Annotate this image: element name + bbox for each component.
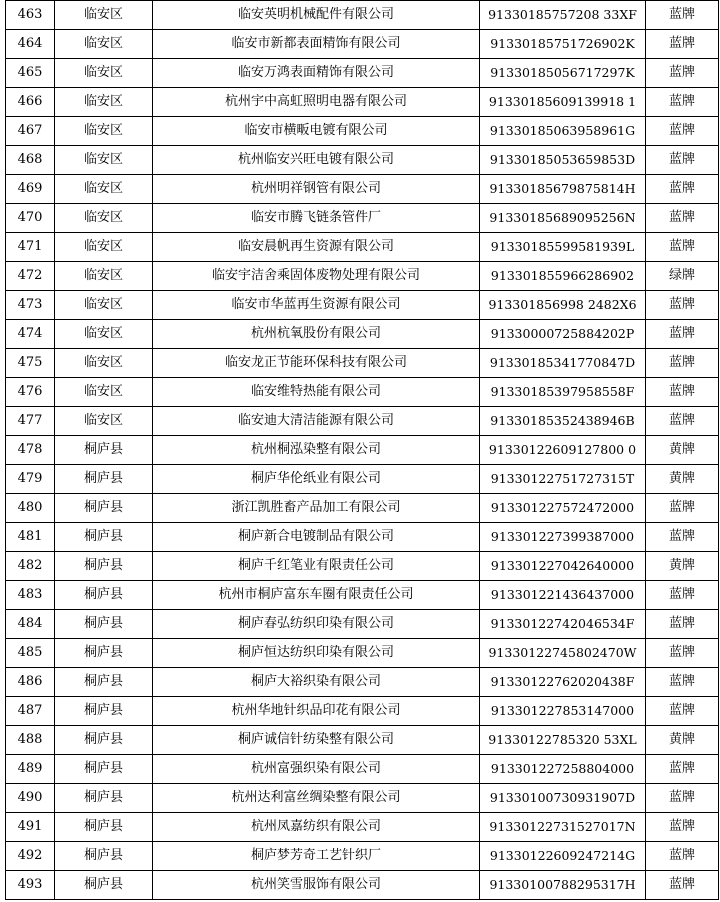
district-cell: 桐庐县 (55, 697, 153, 726)
row-number: 474 (6, 320, 55, 349)
company-cell: 临安龙正节能环保科技有限公司 (153, 349, 480, 378)
plate-cell: 蓝牌 (646, 523, 719, 552)
credit-code-cell: 913301227572472000 (480, 494, 646, 523)
company-cell: 桐庐春弘纺织印染有限公司 (153, 610, 480, 639)
table-row (6, 465, 719, 494)
credit-code-cell: 91330185599581939L (480, 233, 646, 262)
company-cell: 临安宇洁舍乘固体废物处理有限公司 (153, 262, 480, 291)
row-number: 470 (6, 204, 55, 233)
table-row (6, 813, 719, 842)
plate-cell: 黄牌 (646, 726, 719, 755)
company-cell: 杭州桐泓染整有限公司 (153, 436, 480, 465)
credit-code-cell: 91330185352438946B (480, 407, 646, 436)
table-row (6, 204, 719, 233)
table-body (6, 1, 719, 900)
table-row (6, 117, 719, 146)
company-cell: 桐庐诚信针纺染整有限公司 (153, 726, 480, 755)
row-number: 485 (6, 639, 55, 668)
district-cell: 临安区 (55, 407, 153, 436)
row-number: 488 (6, 726, 55, 755)
credit-code-cell: 91330122609247214G (480, 842, 646, 871)
company-cell: 桐庐华伦纸业有限公司 (153, 465, 480, 494)
credit-code-cell: 91330122745802470W (480, 639, 646, 668)
credit-code-cell: 91330122609127800 0 (480, 436, 646, 465)
plate-cell: 蓝牌 (646, 755, 719, 784)
plate-cell: 蓝牌 (646, 407, 719, 436)
credit-code-cell: 913301855966286902 (480, 262, 646, 291)
district-cell: 临安区 (55, 262, 153, 291)
table-row (6, 1, 719, 30)
district-cell: 桐庐县 (55, 842, 153, 871)
table-row (6, 407, 719, 436)
company-cell: 桐庐大裕织染有限公司 (153, 668, 480, 697)
plate-cell: 蓝牌 (646, 813, 719, 842)
row-number: 477 (6, 407, 55, 436)
company-cell: 杭州市桐庐富东车圈有限责任公司 (153, 581, 480, 610)
company-cell: 杭州明祥钢管有限公司 (153, 175, 480, 204)
plate-cell: 蓝牌 (646, 30, 719, 59)
district-cell: 桐庐县 (55, 813, 153, 842)
district-cell: 临安区 (55, 59, 153, 88)
row-number: 471 (6, 233, 55, 262)
row-number: 490 (6, 784, 55, 813)
company-cell: 临安英明机械配件有限公司 (153, 1, 480, 30)
company-cell: 临安万鸿表面精饰有限公司 (153, 59, 480, 88)
table-row (6, 436, 719, 465)
enterprise-table (5, 0, 719, 900)
credit-code-cell: 91330000725884202P (480, 320, 646, 349)
row-number: 493 (6, 871, 55, 900)
plate-cell: 蓝牌 (646, 871, 719, 900)
table-row (6, 784, 719, 813)
table-row (6, 668, 719, 697)
row-number: 481 (6, 523, 55, 552)
table-row (6, 552, 719, 581)
district-cell: 桐庐县 (55, 726, 153, 755)
row-number: 480 (6, 494, 55, 523)
table-row (6, 610, 719, 639)
district-cell: 桐庐县 (55, 552, 153, 581)
row-number: 472 (6, 262, 55, 291)
plate-cell: 蓝牌 (646, 59, 719, 88)
company-cell: 杭州临安兴旺电镀有限公司 (153, 146, 480, 175)
credit-code-cell: 91330122762020438F (480, 668, 646, 697)
plate-cell: 绿牌 (646, 262, 719, 291)
row-number: 476 (6, 378, 55, 407)
credit-code-cell: 91330100730931907D (480, 784, 646, 813)
credit-code-cell: 91330185609139918 1 (480, 88, 646, 117)
row-number: 487 (6, 697, 55, 726)
plate-cell: 蓝牌 (646, 610, 719, 639)
credit-code-cell: 91330185679875814H (480, 175, 646, 204)
district-cell: 桐庐县 (55, 639, 153, 668)
plate-cell: 蓝牌 (646, 175, 719, 204)
credit-code-cell: 91330122785320 53XL (480, 726, 646, 755)
table-row (6, 291, 719, 320)
row-number: 486 (6, 668, 55, 697)
plate-cell: 黄牌 (646, 465, 719, 494)
credit-code-cell: 91330122751727315T (480, 465, 646, 494)
credit-code-cell: 913301227399387000 (480, 523, 646, 552)
company-cell: 杭州凤嘉纺织有限公司 (153, 813, 480, 842)
company-cell: 桐庐千红笔业有限责任公司 (153, 552, 480, 581)
district-cell: 桐庐县 (55, 871, 153, 900)
district-cell: 桐庐县 (55, 610, 153, 639)
district-cell: 桐庐县 (55, 755, 153, 784)
table-row (6, 146, 719, 175)
district-cell: 临安区 (55, 146, 153, 175)
row-number: 492 (6, 842, 55, 871)
credit-code-cell: 913301856998 2482X6 (480, 291, 646, 320)
company-cell: 杭州达利富丝绸染整有限公司 (153, 784, 480, 813)
table-row (6, 581, 719, 610)
plate-cell: 蓝牌 (646, 842, 719, 871)
district-cell: 桐庐县 (55, 784, 153, 813)
row-number: 475 (6, 349, 55, 378)
company-cell: 浙江凯胜畜产品加工有限公司 (153, 494, 480, 523)
row-number: 473 (6, 291, 55, 320)
plate-cell: 蓝牌 (646, 233, 719, 262)
credit-code-cell: 91330185056717297K (480, 59, 646, 88)
plate-cell: 蓝牌 (646, 117, 719, 146)
company-cell: 桐庐新合电镀制品有限公司 (153, 523, 480, 552)
company-cell: 桐庐恒达纺织印染有限公司 (153, 639, 480, 668)
plate-cell: 蓝牌 (646, 88, 719, 117)
credit-code-cell: 913301227853147000 (480, 697, 646, 726)
row-number: 468 (6, 146, 55, 175)
district-cell: 桐庐县 (55, 436, 153, 465)
table-row (6, 697, 719, 726)
table-row (6, 378, 719, 407)
row-number: 489 (6, 755, 55, 784)
district-cell: 临安区 (55, 88, 153, 117)
credit-code-cell: 91330185751726902K (480, 30, 646, 59)
district-cell: 临安区 (55, 204, 153, 233)
row-number: 491 (6, 813, 55, 842)
plate-cell: 蓝牌 (646, 668, 719, 697)
table-row (6, 59, 719, 88)
credit-code-cell: 91330185757208 33XF (480, 1, 646, 30)
plate-cell: 蓝牌 (646, 204, 719, 233)
district-cell: 桐庐县 (55, 494, 153, 523)
company-cell: 临安迪大清洁能源有限公司 (153, 407, 480, 436)
credit-code-cell: 913301221436437000 (480, 581, 646, 610)
plate-cell: 蓝牌 (646, 146, 719, 175)
row-number: 482 (6, 552, 55, 581)
table-row (6, 349, 719, 378)
company-cell: 临安维特热能有限公司 (153, 378, 480, 407)
row-number: 478 (6, 436, 55, 465)
table-row (6, 755, 719, 784)
company-cell: 杭州笑雪服饰有限公司 (153, 871, 480, 900)
credit-code-cell: 91330185063958961G (480, 117, 646, 146)
credit-code-cell: 91330100788295317H (480, 871, 646, 900)
company-cell: 临安市华蓝再生资源有限公司 (153, 291, 480, 320)
table-row (6, 320, 719, 349)
company-cell: 杭州杭氧股份有限公司 (153, 320, 480, 349)
company-cell: 临安市横畈电镀有限公司 (153, 117, 480, 146)
row-number: 469 (6, 175, 55, 204)
district-cell: 临安区 (55, 117, 153, 146)
district-cell: 临安区 (55, 320, 153, 349)
credit-code-cell: 91330185397958558F (480, 378, 646, 407)
row-number: 484 (6, 610, 55, 639)
district-cell: 临安区 (55, 30, 153, 59)
plate-cell: 蓝牌 (646, 494, 719, 523)
table-row (6, 233, 719, 262)
plate-cell: 蓝牌 (646, 1, 719, 30)
table-row (6, 871, 719, 900)
table-row (6, 175, 719, 204)
district-cell: 桐庐县 (55, 523, 153, 552)
table-row (6, 523, 719, 552)
table-row (6, 494, 719, 523)
district-cell: 临安区 (55, 349, 153, 378)
plate-cell: 蓝牌 (646, 378, 719, 407)
company-cell: 杭州富强织染有限公司 (153, 755, 480, 784)
credit-code-cell: 91330185341770847D (480, 349, 646, 378)
row-number: 479 (6, 465, 55, 494)
credit-code-cell: 913301227042640000 (480, 552, 646, 581)
district-cell: 临安区 (55, 175, 153, 204)
table-row (6, 726, 719, 755)
company-cell: 杭州宇中高虹照明电器有限公司 (153, 88, 480, 117)
row-number: 463 (6, 1, 55, 30)
plate-cell: 蓝牌 (646, 639, 719, 668)
credit-code-cell: 91330185053659853D (480, 146, 646, 175)
district-cell: 桐庐县 (55, 581, 153, 610)
credit-code-cell: 913301227258804000 (480, 755, 646, 784)
company-cell: 临安晨帆再生资源有限公司 (153, 233, 480, 262)
table-row (6, 262, 719, 291)
plate-cell: 蓝牌 (646, 697, 719, 726)
company-cell: 杭州华地针织品印花有限公司 (153, 697, 480, 726)
row-number: 464 (6, 30, 55, 59)
plate-cell: 蓝牌 (646, 784, 719, 813)
credit-code-cell: 91330185689095256N (480, 204, 646, 233)
row-number: 466 (6, 88, 55, 117)
table-row (6, 842, 719, 871)
company-cell: 临安市新都表面精饰有限公司 (153, 30, 480, 59)
row-number: 467 (6, 117, 55, 146)
district-cell: 临安区 (55, 378, 153, 407)
district-cell: 临安区 (55, 291, 153, 320)
row-number: 483 (6, 581, 55, 610)
district-cell: 临安区 (55, 1, 153, 30)
company-cell: 临安市腾飞链条管件厂 (153, 204, 480, 233)
plate-cell: 黄牌 (646, 436, 719, 465)
table-row (6, 639, 719, 668)
table-row (6, 30, 719, 59)
district-cell: 临安区 (55, 233, 153, 262)
district-cell: 桐庐县 (55, 465, 153, 494)
table-row (6, 88, 719, 117)
plate-cell: 蓝牌 (646, 320, 719, 349)
district-cell: 桐庐县 (55, 668, 153, 697)
company-cell: 桐庐梦芳奇工艺针织厂 (153, 842, 480, 871)
credit-code-cell: 91330122742046534F (480, 610, 646, 639)
plate-cell: 蓝牌 (646, 291, 719, 320)
row-number: 465 (6, 59, 55, 88)
plate-cell: 蓝牌 (646, 349, 719, 378)
plate-cell: 蓝牌 (646, 581, 719, 610)
plate-cell: 黄牌 (646, 552, 719, 581)
credit-code-cell: 91330122731527017N (480, 813, 646, 842)
